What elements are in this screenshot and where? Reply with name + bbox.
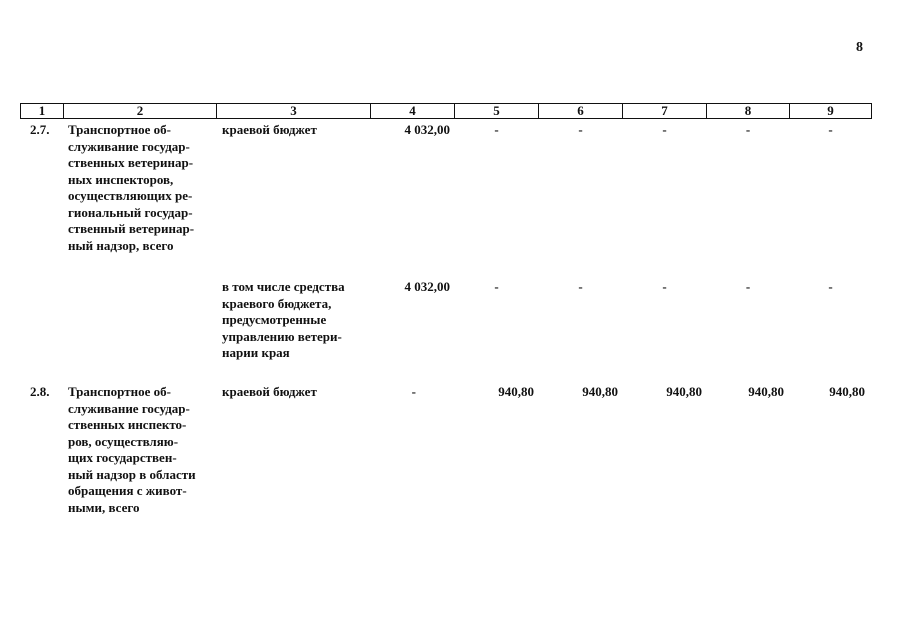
amount-col-7: - xyxy=(662,122,667,137)
row-number: 2.7. xyxy=(30,122,50,137)
amount-col-7: - xyxy=(662,279,667,294)
amount-col-4: 4 032,00 xyxy=(404,122,450,137)
funding-source: краевой бюджет xyxy=(222,122,317,137)
amount-col-4: - xyxy=(411,384,416,399)
amount-col-5: 940,80 xyxy=(498,384,534,399)
amount-col-7: 940,80 xyxy=(666,384,702,399)
header-col-8: 8 xyxy=(706,103,790,119)
amount-col-9: 940,80 xyxy=(829,384,865,399)
row-name: Транспортное об- служивание государ- ственных инспекто- ров, осуществляю- щих государствен- ный надзор в области обращения с живот- ными, всего xyxy=(68,384,196,515)
amount-col-8: - xyxy=(745,279,751,294)
header-col-4: 4 xyxy=(370,103,455,119)
row-number: 2.8. xyxy=(30,384,50,399)
row-name: Транспортное об- служивание государ- ственных ветеринар- ных инспекторов, осуществляющих ре- гиональный государ- ственный ветеринар- ный надзор, всего xyxy=(68,122,195,253)
header-col-5: 5 xyxy=(454,103,539,119)
amount-col-6: - xyxy=(578,279,583,294)
amount-col-6: - xyxy=(578,122,583,137)
amount-col-4: 4 032,00 xyxy=(404,279,450,294)
amount-col-5: - xyxy=(494,279,499,294)
funding-source: краевой бюджет xyxy=(222,384,317,399)
amount-col-6: 940,80 xyxy=(582,384,618,399)
header-col-6: 6 xyxy=(538,103,623,119)
header-col-2: 2 xyxy=(63,103,217,119)
header-col-7: 7 xyxy=(622,103,707,119)
amount-col-8: 940,80 xyxy=(748,384,784,399)
amount-col-8: - xyxy=(745,122,751,137)
page-number: 8 xyxy=(856,40,863,55)
amount-col-5: - xyxy=(494,122,499,137)
amount-col-9: - xyxy=(828,279,833,294)
header-col-3: 3 xyxy=(216,103,371,119)
header-col-1: 1 xyxy=(20,103,64,119)
funding-source-detail: в том числе средства краевого бюджета, предусмотренные управлению ветери- нарии края xyxy=(222,279,345,360)
header-col-9: 9 xyxy=(789,103,872,119)
amount-col-9: - xyxy=(828,122,833,137)
